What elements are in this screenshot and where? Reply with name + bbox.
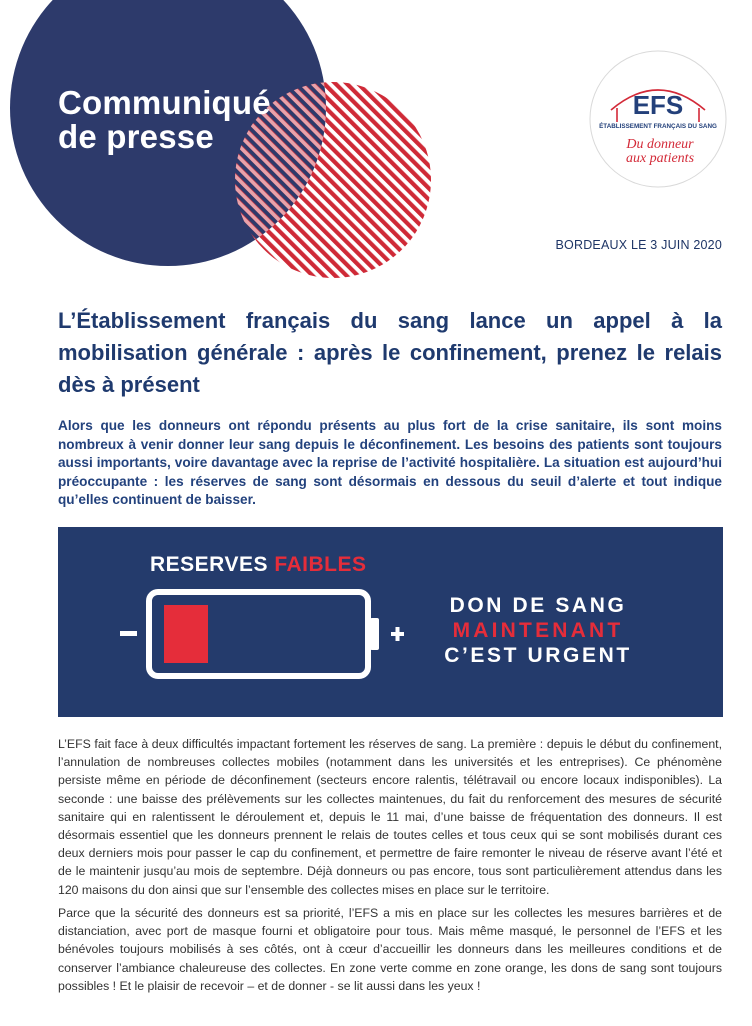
efs-logo: [587, 48, 729, 190]
banner-reserves-faibles: [150, 553, 367, 577]
dateline: BORDEAUX LE 3 JUIN 2020: [555, 238, 722, 252]
battery-level-fill: [164, 605, 208, 663]
banner-msg-line2: MAINTENANT: [452, 619, 624, 642]
banner-message: [418, 593, 658, 668]
efs-tagline-line2: aux patients: [625, 151, 695, 166]
press-release-title: [58, 86, 271, 154]
body-paragraph-1: L’EFS fait face à deux difficultés impactant fortement les réserves de sang. La première : depuis le début du confinement, l’annulation de nombreuses collectes mobiles (notamment dans les universités et les entreprises). Ce phénomène persiste même en période de déconfinement (secteurs encore ralentis, télétravail ou encore locaux indisponibles). La seconde : une baisse des prélèvements sur les collectes maintenues, du fait du renforcement des mesures de sécurité sanitaire qui en ralentissent le déroulement et, depuis le 11 mai, d’une baisse de fréquentation des donneurs. Il est désormais essentiel que les donneurs prennent le relais de toutes celles et tous ceux qui se sont mobilisés durant ces deux derniers mois pour passer le cap du confinement, et permettre de faire remonter le niveau de réserve avant l’été et de le maintenir jusqu’au mois de septembre. Déjà donneurs ou pas encore, tous sont particulièrement attendus dans les 120 maisons du don ainsi que sur l’ensemble des collectes mises en place sur le territoire.: [58, 737, 722, 897]
banner-msg-line1: DON DE SANG: [449, 594, 627, 617]
battery-minus-bar: [120, 631, 137, 636]
campaign-banner: [58, 527, 723, 717]
banner-faibles: FAIBLES: [274, 553, 367, 576]
press-title-line1: Communiqué: [58, 84, 271, 121]
battery-plus-v: [396, 627, 400, 641]
battery-terminal: [370, 618, 379, 650]
efs-initials: EFS: [632, 90, 684, 120]
efs-org-name: ÉTABLISSEMENT FRANÇAIS DU SANG: [599, 123, 717, 130]
lead-paragraph: Alors que les donneurs ont répondu présents au plus fort de la crise sanitaire, ils sont moins nombreux à venir donner leur sang depuis le déconfinement. Les besoins des patients sont toujours aussi importants, voire davantage avec la reprise de l’activité hospitalière. La situation est aujourd’hui préoccupante : les réserves de sang sont désormais en dessous du seuil d’alerte et tout indique qu’elles continuent de baisser.: [58, 418, 722, 507]
press-title-line2: de presse: [58, 118, 214, 155]
efs-tagline-line1: Du donneur: [626, 137, 694, 152]
banner-reserves: RESERVES: [150, 553, 268, 576]
banner-msg-line3: C’EST URGENT: [444, 644, 632, 667]
headline: L’Établissement français du sang lance un appel à la mobilisation générale : après le confinement, prenez le relais dès à présent: [58, 308, 722, 397]
body-paragraph-2: Parce que la sécurité des donneurs est sa priorité, l’EFS a mis en place sur les collectes les mesures barrières et de distanciation, avec port de masque fourni et obligatoire pour tous. Mais même masqué, le personnel de l’EFS et les bénévoles toujours mobilisés à ses côtés, ont à cœur d’accueillir les donneurs dans les meilleures conditions et de conserver l’ambiance chaleureuse des collectes. En zone verte comme en zone orange, les dons de sang sont toujours possibles ! Et le plaisir de recevoir – et de donner - se lit aussi dans les yeux !: [58, 906, 722, 993]
